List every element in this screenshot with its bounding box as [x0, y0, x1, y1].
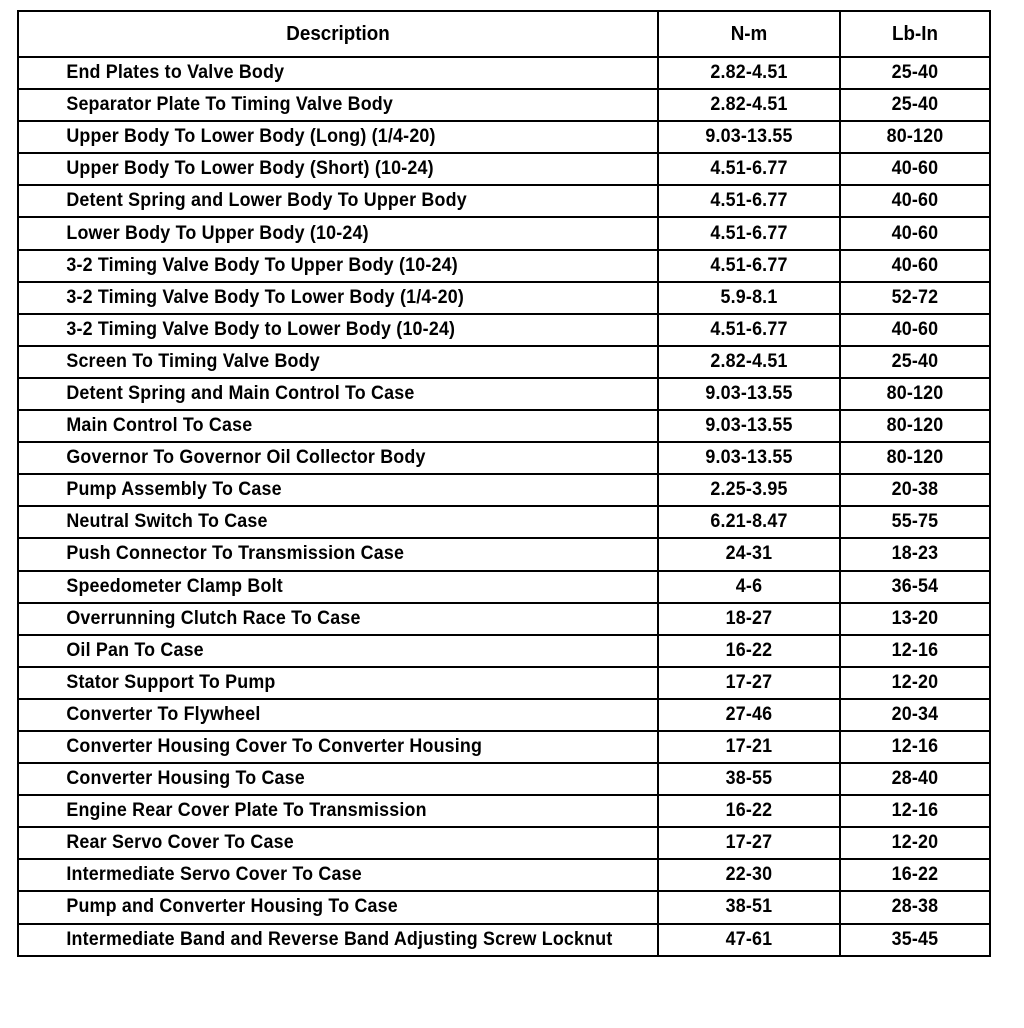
table-row: [18, 891, 990, 923]
row-lbin-value: 80-120: [845, 442, 986, 474]
row-description: Intermediate Band and Reverse Band Adjusting Screw Locknut: [37, 924, 639, 956]
row-lbin-value: 12-16: [845, 795, 986, 827]
row-nm-value: 4.51-6.77: [663, 185, 834, 217]
row-description: Lower Body To Upper Body (10-24): [37, 217, 639, 249]
header-row: [18, 11, 990, 57]
row-nm-value: 2.82-4.51: [663, 346, 834, 378]
row-nm-value: 38-51: [663, 891, 834, 923]
table-row: [18, 731, 990, 763]
table-row: [18, 859, 990, 891]
row-lbin-value: 12-20: [845, 827, 986, 859]
row-lbin-value: 12-16: [845, 731, 986, 763]
row-nm-value: 5.9-8.1: [663, 282, 834, 314]
table-row: [18, 314, 990, 346]
row-nm-value: 9.03-13.55: [663, 410, 834, 442]
row-lbin-value: 25-40: [845, 57, 986, 89]
table-row: [18, 538, 990, 570]
row-lbin-value: 40-60: [845, 250, 986, 282]
row-lbin-value: 80-120: [845, 410, 986, 442]
table-row: [18, 667, 990, 699]
row-description: Pump Assembly To Case: [37, 474, 639, 506]
row-nm-value: 27-46: [663, 699, 834, 731]
row-description: Engine Rear Cover Plate To Transmission: [37, 795, 639, 827]
table-row: [18, 89, 990, 121]
row-description: Detent Spring and Lower Body To Upper Body: [37, 185, 639, 217]
row-lbin-value: 40-60: [845, 185, 986, 217]
table-row: [18, 571, 990, 603]
header-description: Description: [37, 11, 639, 57]
row-description: Upper Body To Lower Body (Long) (1/4-20): [37, 121, 639, 153]
row-description: Pump and Converter Housing To Case: [37, 891, 639, 923]
row-nm-value: 9.03-13.55: [663, 121, 834, 153]
row-description: Speedometer Clamp Bolt: [37, 571, 639, 603]
table-row: [18, 442, 990, 474]
table-row: [18, 250, 990, 282]
table-row: [18, 410, 990, 442]
row-description: Converter To Flywheel: [37, 699, 639, 731]
row-lbin-value: 20-38: [845, 474, 986, 506]
table-row: [18, 635, 990, 667]
row-description: End Plates to Valve Body: [37, 57, 639, 89]
table-row: [18, 763, 990, 795]
row-lbin-value: 25-40: [845, 89, 986, 121]
table-row: [18, 346, 990, 378]
row-nm-value: 47-61: [663, 924, 834, 956]
row-description: Upper Body To Lower Body (Short) (10-24): [37, 153, 639, 185]
table-row: [18, 282, 990, 314]
row-nm-value: 2.82-4.51: [663, 89, 834, 121]
header-lbin: Lb-In: [845, 11, 986, 57]
row-nm-value: 22-30: [663, 859, 834, 891]
row-nm-value: 4-6: [663, 571, 834, 603]
row-lbin-value: 52-72: [845, 282, 986, 314]
row-nm-value: 2.25-3.95: [663, 474, 834, 506]
row-nm-value: 16-22: [663, 795, 834, 827]
row-nm-value: 4.51-6.77: [663, 250, 834, 282]
row-lbin-value: 40-60: [845, 314, 986, 346]
table-row: [18, 217, 990, 249]
table-row: [18, 153, 990, 185]
row-nm-value: 16-22: [663, 635, 834, 667]
row-description: Intermediate Servo Cover To Case: [37, 859, 639, 891]
row-nm-value: 38-55: [663, 763, 834, 795]
row-description: Push Connector To Transmission Case: [37, 538, 639, 570]
table-row: [18, 827, 990, 859]
row-lbin-value: 55-75: [845, 506, 986, 538]
row-nm-value: 24-31: [663, 538, 834, 570]
row-nm-value: 4.51-6.77: [663, 314, 834, 346]
row-description: 3-2 Timing Valve Body to Lower Body (10-24): [37, 314, 639, 346]
row-description: Neutral Switch To Case: [37, 506, 639, 538]
table-row: [18, 603, 990, 635]
row-lbin-value: 25-40: [845, 346, 986, 378]
row-lbin-value: 20-34: [845, 699, 986, 731]
row-nm-value: 17-27: [663, 827, 834, 859]
row-nm-value: 4.51-6.77: [663, 217, 834, 249]
table-row: [18, 474, 990, 506]
row-description: Detent Spring and Main Control To Case: [37, 378, 639, 410]
row-lbin-value: 12-16: [845, 635, 986, 667]
row-lbin-value: 80-120: [845, 121, 986, 153]
table-body: [18, 57, 990, 956]
row-nm-value: 4.51-6.77: [663, 153, 834, 185]
row-lbin-value: 18-23: [845, 538, 986, 570]
row-description: Overrunning Clutch Race To Case: [37, 603, 639, 635]
row-lbin-value: 28-38: [845, 891, 986, 923]
row-lbin-value: 40-60: [845, 153, 986, 185]
row-nm-value: 9.03-13.55: [663, 442, 834, 474]
row-nm-value: 6.21-8.47: [663, 506, 834, 538]
table-row: [18, 924, 990, 956]
row-lbin-value: 36-54: [845, 571, 986, 603]
torque-spec-table: [17, 10, 991, 957]
table-row: [18, 57, 990, 89]
row-lbin-value: 35-45: [845, 924, 986, 956]
row-lbin-value: 13-20: [845, 603, 986, 635]
row-description: Stator Support To Pump: [37, 667, 639, 699]
row-description: Separator Plate To Timing Valve Body: [37, 89, 639, 121]
row-description: Converter Housing To Case: [37, 763, 639, 795]
row-description: Governor To Governor Oil Collector Body: [37, 442, 639, 474]
table-row: [18, 699, 990, 731]
row-lbin-value: 80-120: [845, 378, 986, 410]
row-description: Converter Housing Cover To Converter Housing: [37, 731, 639, 763]
table-row: [18, 795, 990, 827]
row-nm-value: 9.03-13.55: [663, 378, 834, 410]
table-row: [18, 185, 990, 217]
row-nm-value: 17-27: [663, 667, 834, 699]
header-nm: N-m: [663, 11, 834, 57]
table-row: [18, 378, 990, 410]
row-description: Oil Pan To Case: [37, 635, 639, 667]
row-nm-value: 17-21: [663, 731, 834, 763]
row-nm-value: 2.82-4.51: [663, 57, 834, 89]
row-lbin-value: 40-60: [845, 217, 986, 249]
row-lbin-value: 16-22: [845, 859, 986, 891]
row-nm-value: 18-27: [663, 603, 834, 635]
table-row: [18, 121, 990, 153]
row-lbin-value: 28-40: [845, 763, 986, 795]
row-description: Rear Servo Cover To Case: [37, 827, 639, 859]
row-description: Main Control To Case: [37, 410, 639, 442]
row-lbin-value: 12-20: [845, 667, 986, 699]
row-description: 3-2 Timing Valve Body To Lower Body (1/4-20): [37, 282, 639, 314]
row-description: 3-2 Timing Valve Body To Upper Body (10-24): [37, 250, 639, 282]
table-row: [18, 506, 990, 538]
row-description: Screen To Timing Valve Body: [37, 346, 639, 378]
